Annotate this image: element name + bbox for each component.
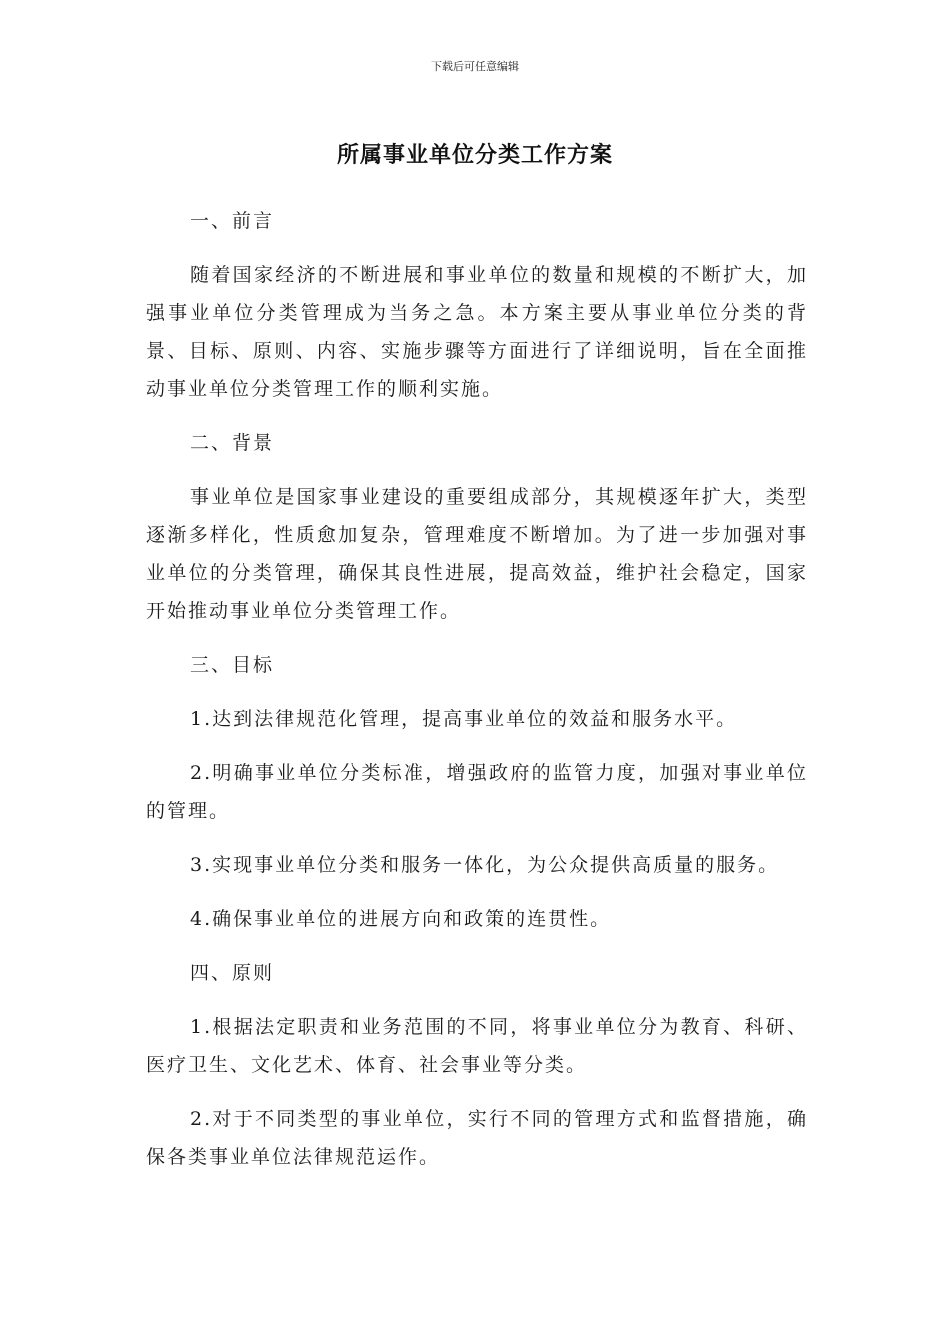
section-heading-goals: 三、目标 xyxy=(190,654,275,676)
section-heading-background: 二、背景 xyxy=(190,432,275,454)
section-heading-principles: 四、原则 xyxy=(190,962,275,984)
goal-item: 3.实现事业单位分类和服务一体化，为公众提供高质量的服务。 xyxy=(190,854,780,876)
paragraph-background: 事业单位是国家事业建设的重要组成部分，其规模逐年扩大，类型逐渐多样化，性质愈加复杂，管理难度不断增加。为了进一步加强对事业单位的分类管理，确保其良性进展，提高效益，维护社会稳定，国家开始推动事业单位分类管理工作。 xyxy=(146,486,808,622)
page-header-note: 下载后可任意编辑 xyxy=(431,60,519,73)
document-title: 所属事业单位分类工作方案 xyxy=(336,143,613,168)
principle-item: 1.根据法定职责和业务范围的不同，将事业单位分为教育、科研、医疗卫生、文化艺术、体育、社会事业等分类。 xyxy=(146,1016,808,1076)
goal-item: 2.明确事业单位分类标准，增强政府的监管力度，加强对事业单位的管理。 xyxy=(146,762,808,822)
goal-item: 4.确保事业单位的进展方向和政策的连贯性。 xyxy=(190,908,612,930)
paragraph-preface: 随着国家经济的不断进展和事业单位的数量和规模的不断扩大，加强事业单位分类管理成为当务之急。本方案主要从事业单位分类的背景、目标、原则、内容、实施步骤等方面进行了详细说明，旨在全面推动事业单位分类管理工作的顺利实施。 xyxy=(146,264,808,400)
goal-item: 1.达到法律规范化管理，提高事业单位的效益和服务水平。 xyxy=(190,708,738,730)
section-heading-preface: 一、前言 xyxy=(190,210,275,232)
document-body xyxy=(146,202,808,1192)
principle-item: 2.对于不同类型的事业单位，实行不同的管理方式和监督措施，确保各类事业单位法律规范运作。 xyxy=(146,1108,808,1168)
